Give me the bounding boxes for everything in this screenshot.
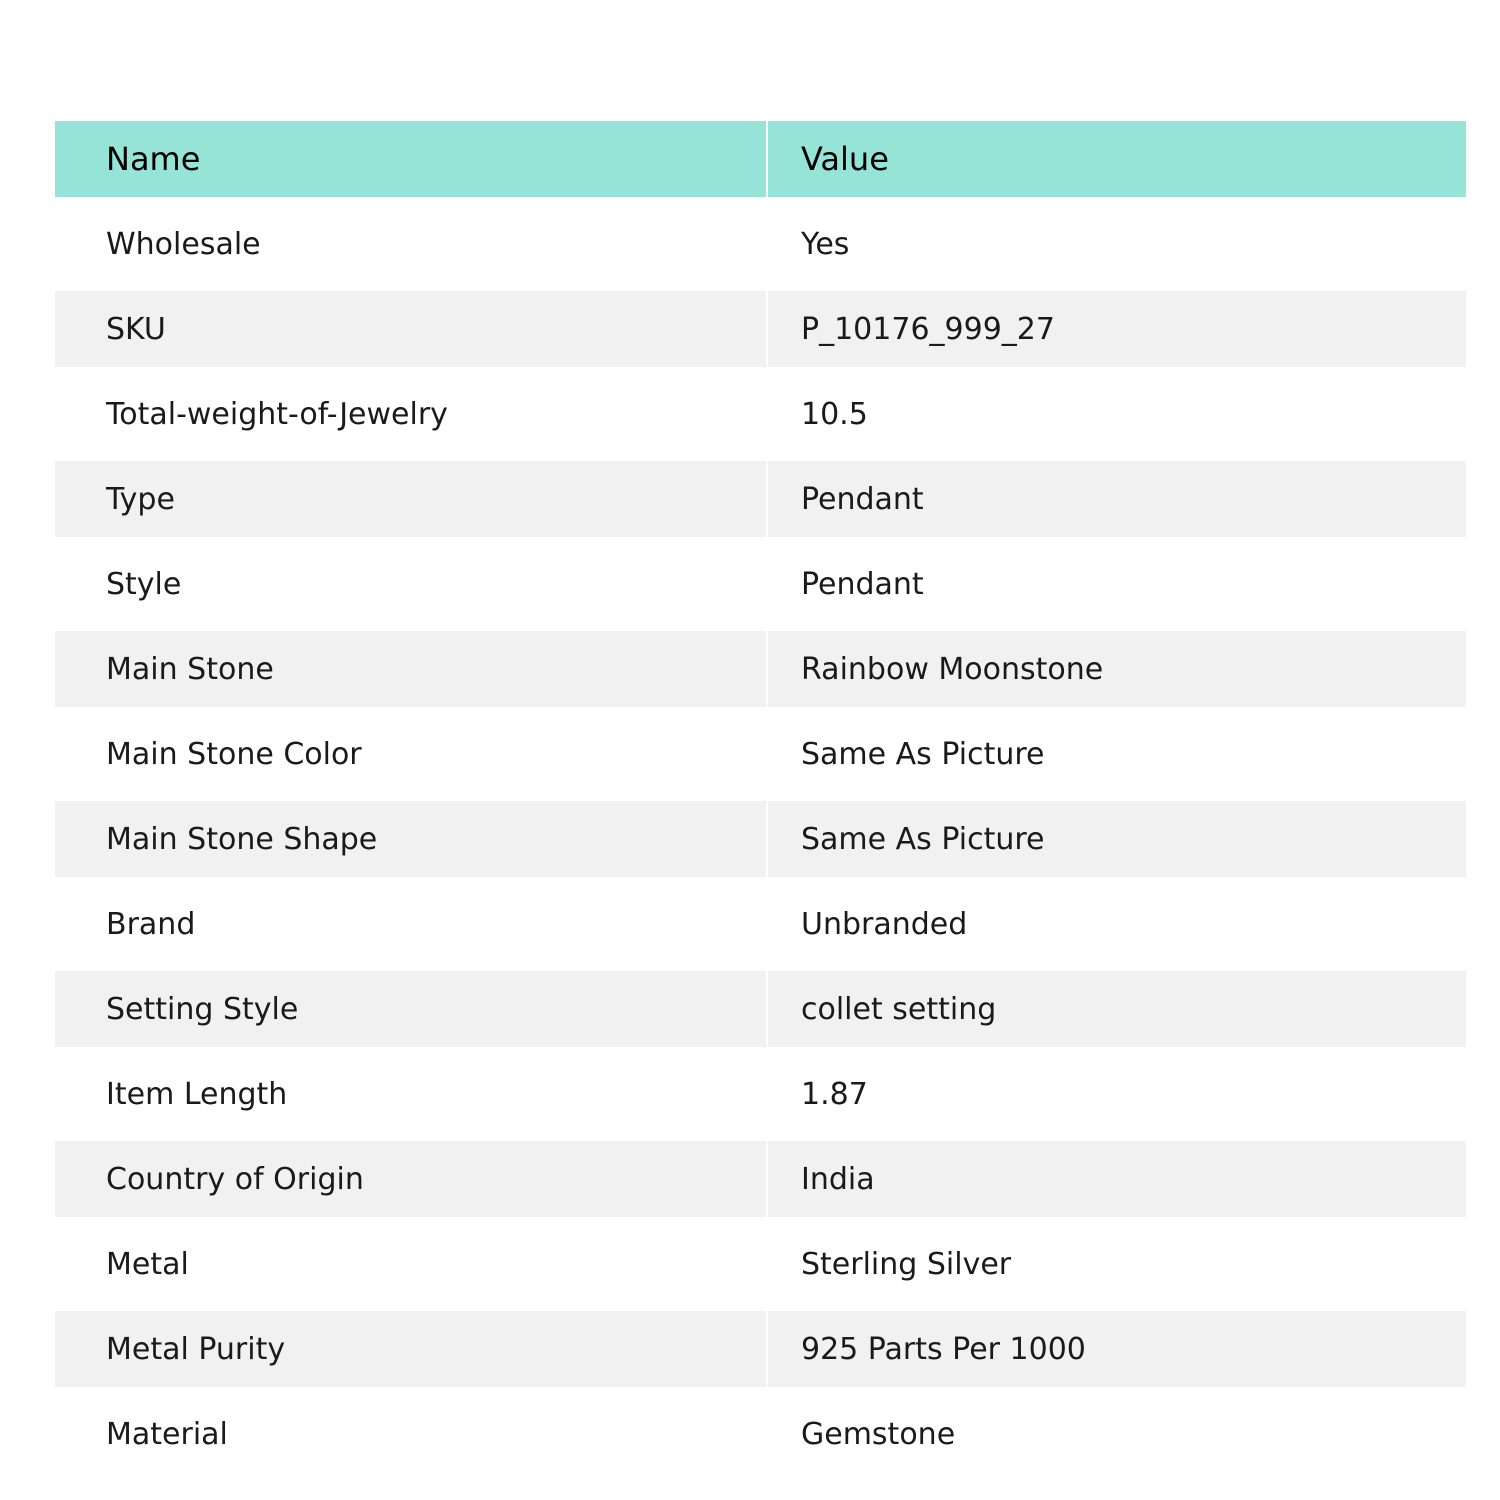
table-row (55, 376, 1466, 452)
row-name-cell: Metal (55, 1226, 766, 1302)
table-row (55, 716, 1466, 792)
table-row (55, 546, 1466, 622)
spec-table (55, 121, 1466, 1472)
row-value-cell: Same As Picture (768, 801, 1466, 877)
table-header-row (55, 121, 1466, 197)
table-row (55, 291, 1466, 367)
row-name-cell: Country of Origin (55, 1141, 766, 1217)
row-name-cell: Setting Style (55, 971, 766, 1047)
row-name-cell: Metal Purity (55, 1311, 766, 1387)
header-value-cell: Value (768, 121, 1466, 197)
row-value-cell: Same As Picture (768, 716, 1466, 792)
row-value-cell: P_10176_999_27 (768, 291, 1466, 367)
header-name-cell: Name (55, 121, 766, 197)
row-value-cell: Sterling Silver (768, 1226, 1466, 1302)
row-value-cell: 1.87 (768, 1056, 1466, 1132)
row-name-cell: Main Stone Color (55, 716, 766, 792)
row-value-cell: collet setting (768, 971, 1466, 1047)
table-body (55, 206, 1466, 1472)
row-name-cell: SKU (55, 291, 766, 367)
row-value-cell: Gemstone (768, 1396, 1466, 1472)
row-value-cell: Pendant (768, 461, 1466, 537)
row-name-cell: Total-weight-of-Jewelry (55, 376, 766, 452)
row-name-cell: Style (55, 546, 766, 622)
row-value-cell: 925 Parts Per 1000 (768, 1311, 1466, 1387)
table-row (55, 1311, 1466, 1387)
row-name-cell: Material (55, 1396, 766, 1472)
table-row (55, 971, 1466, 1047)
row-name-cell: Main Stone Shape (55, 801, 766, 877)
table-row (55, 886, 1466, 962)
row-name-cell: Main Stone (55, 631, 766, 707)
table-row (55, 206, 1466, 282)
table-row (55, 1056, 1466, 1132)
table-row (55, 801, 1466, 877)
table-row (55, 631, 1466, 707)
row-name-cell: Type (55, 461, 766, 537)
table-row (55, 461, 1466, 537)
row-value-cell: Rainbow Moonstone (768, 631, 1466, 707)
row-value-cell: 10.5 (768, 376, 1466, 452)
table-row (55, 1226, 1466, 1302)
row-value-cell: Unbranded (768, 886, 1466, 962)
row-name-cell: Brand (55, 886, 766, 962)
row-name-cell: Wholesale (55, 206, 766, 282)
row-value-cell: Pendant (768, 546, 1466, 622)
row-name-cell: Item Length (55, 1056, 766, 1132)
table-row (55, 1396, 1466, 1472)
row-value-cell: Yes (768, 206, 1466, 282)
table-row (55, 1141, 1466, 1217)
row-value-cell: India (768, 1141, 1466, 1217)
